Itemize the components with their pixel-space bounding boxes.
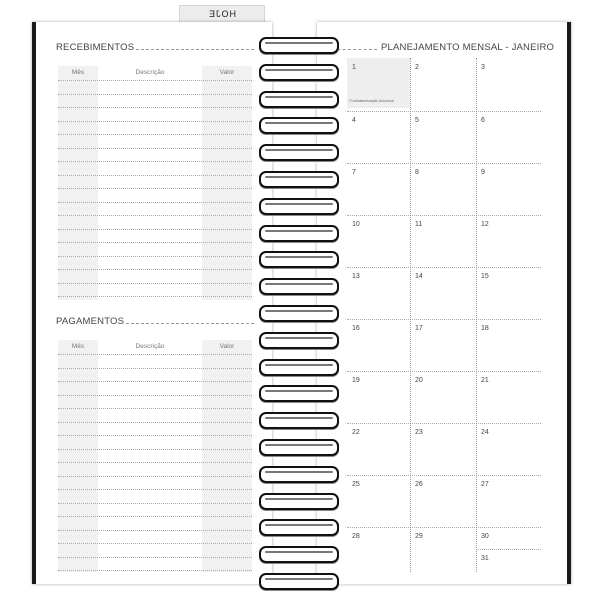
spiral-ring bbox=[259, 573, 339, 590]
calendar-day-6: 6 bbox=[481, 117, 485, 124]
holiday-note: *Confraternização Universal bbox=[349, 99, 394, 103]
receipts-col-month: Mês bbox=[71, 69, 85, 76]
calendar-day-23: 23 bbox=[415, 429, 423, 436]
calendar-row-line bbox=[347, 163, 541, 164]
spiral-ring bbox=[259, 144, 339, 161]
calendar-row-line bbox=[347, 475, 541, 476]
payments-row-line bbox=[58, 381, 252, 382]
calendar-day-15: 15 bbox=[481, 273, 489, 280]
calendar-row-line bbox=[347, 267, 541, 268]
calendar-day-10: 10 bbox=[352, 221, 360, 228]
receipts-row-line bbox=[58, 148, 252, 149]
receipts-row-line bbox=[58, 107, 252, 108]
calendar-day-12: 12 bbox=[481, 221, 489, 228]
calendar-day-16: 16 bbox=[352, 325, 360, 332]
payments-row-line bbox=[58, 503, 252, 504]
spiral-ring bbox=[259, 305, 339, 322]
payments-row-line bbox=[58, 570, 252, 571]
payments-row-line bbox=[58, 462, 252, 463]
receipts-col-description: Descrição bbox=[135, 69, 165, 76]
spiral-ring bbox=[259, 385, 339, 402]
receipts-row-line bbox=[58, 188, 252, 189]
receipts-row-line bbox=[58, 202, 252, 203]
calendar-day-18: 18 bbox=[481, 325, 489, 332]
receipts-month-column bbox=[58, 66, 98, 300]
receipts-row-line bbox=[58, 256, 252, 257]
calendar-day-25: 25 bbox=[352, 481, 360, 488]
spiral-ring bbox=[259, 493, 339, 510]
spiral-ring bbox=[259, 171, 339, 188]
receipts-row-line bbox=[58, 80, 252, 81]
calendar-day-2: 2 bbox=[415, 64, 419, 71]
spiral-ring bbox=[259, 466, 339, 483]
calendar-day-27: 27 bbox=[481, 481, 489, 488]
calendar-day-5: 5 bbox=[415, 117, 419, 124]
payments-row-line bbox=[58, 449, 252, 450]
spiral-ring bbox=[259, 519, 339, 536]
calendar-day-19: 19 bbox=[352, 377, 360, 384]
calendar-row-line bbox=[347, 527, 541, 528]
calendar-column-line bbox=[476, 58, 477, 572]
payments-col-month: Mês bbox=[71, 343, 85, 350]
calendar-row-line bbox=[476, 549, 541, 550]
receipts-row-line bbox=[58, 175, 252, 176]
calendar-row-line bbox=[347, 215, 541, 216]
receipts-col-value: Valor bbox=[219, 69, 235, 76]
spiral-ring bbox=[259, 278, 339, 295]
receipts-row-line bbox=[58, 269, 252, 270]
calendar-day-9: 9 bbox=[481, 169, 485, 176]
calendar-day-30: 30 bbox=[481, 533, 489, 540]
payments-row-line bbox=[58, 557, 252, 558]
payments-row-line bbox=[58, 543, 252, 544]
calendar-day-20: 20 bbox=[415, 377, 423, 384]
calendar-day-31: 31 bbox=[481, 555, 489, 562]
payments-row-line bbox=[58, 354, 252, 355]
receipts-row-line bbox=[58, 229, 252, 230]
calendar-day-21: 21 bbox=[481, 377, 489, 384]
calendar-day-8: 8 bbox=[415, 169, 419, 176]
left-page bbox=[32, 22, 272, 584]
spiral-ring bbox=[259, 117, 339, 134]
payments-col-description: Descrição bbox=[135, 343, 165, 350]
receipts-row-line bbox=[58, 134, 252, 135]
payments-row-line bbox=[58, 422, 252, 423]
spiral-ring bbox=[259, 412, 339, 429]
calendar-row-line bbox=[347, 371, 541, 372]
right-page bbox=[317, 22, 571, 584]
payments-row-line bbox=[58, 489, 252, 490]
calendar-day-11: 11 bbox=[415, 221, 423, 228]
calendar-day-7: 7 bbox=[352, 169, 356, 176]
receipts-row-line bbox=[58, 242, 252, 243]
spiral-ring bbox=[259, 91, 339, 108]
calendar-day-29: 29 bbox=[415, 533, 423, 540]
calendar-day-26: 26 bbox=[415, 481, 423, 488]
payments-row-line bbox=[58, 530, 252, 531]
receipts-title: RECEBIMENTOS bbox=[56, 42, 135, 53]
receipts-row-line bbox=[58, 215, 252, 216]
payments-row-line bbox=[58, 368, 252, 369]
calendar-day-24: 24 bbox=[481, 429, 489, 436]
payments-row-line bbox=[58, 476, 252, 477]
calendar-day-3: 3 bbox=[481, 64, 485, 71]
spiral-ring bbox=[259, 198, 339, 215]
receipts-row-line bbox=[58, 296, 252, 297]
spiral-ring bbox=[259, 251, 339, 268]
receipts-title-rule bbox=[136, 49, 254, 50]
receipts-row-line bbox=[58, 283, 252, 284]
today-tab-label: HOJE bbox=[207, 9, 236, 19]
spiral-ring bbox=[259, 332, 339, 349]
spiral-ring bbox=[259, 439, 339, 456]
calendar-row-line bbox=[347, 319, 541, 320]
spiral-ring bbox=[259, 37, 339, 54]
calendar-day-4: 4 bbox=[352, 117, 356, 124]
calendar-day-14: 14 bbox=[415, 273, 423, 280]
spiral-ring bbox=[259, 359, 339, 376]
payments-title: PAGAMENTOS bbox=[56, 316, 125, 327]
payments-row-line bbox=[58, 395, 252, 396]
calendar-row-line bbox=[347, 423, 541, 424]
receipts-row-line bbox=[58, 161, 252, 162]
calendar-column-line bbox=[410, 58, 411, 572]
payments-row-line bbox=[58, 408, 252, 409]
payments-month-column bbox=[58, 340, 98, 572]
payments-title-rule bbox=[126, 323, 254, 324]
payments-row-line bbox=[58, 516, 252, 517]
calendar-day-22: 22 bbox=[352, 429, 360, 436]
spiral-ring bbox=[259, 64, 339, 81]
receipts-value-column bbox=[202, 66, 252, 300]
payments-col-value: Valor bbox=[219, 343, 235, 350]
calendar-day-28: 28 bbox=[352, 533, 360, 540]
spiral-ring bbox=[259, 546, 339, 563]
calendar-day-13: 13 bbox=[352, 273, 360, 280]
spiral-ring bbox=[259, 225, 339, 242]
month-title: PLANEJAMENTO MENSAL - JANEIRO bbox=[381, 42, 555, 53]
payments-row-line bbox=[58, 435, 252, 436]
payments-value-column bbox=[202, 340, 252, 572]
calendar-row-line bbox=[347, 111, 541, 112]
calendar-day-17: 17 bbox=[415, 325, 423, 332]
receipts-row-line bbox=[58, 94, 252, 95]
calendar-day-1: 1 bbox=[352, 64, 356, 71]
receipts-row-line bbox=[58, 121, 252, 122]
